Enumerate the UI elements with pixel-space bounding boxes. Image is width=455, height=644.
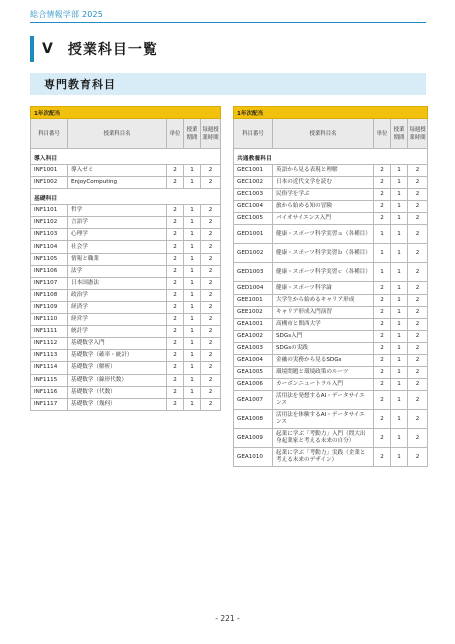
table-row [234, 189, 428, 201]
table-row [31, 350, 221, 362]
credits-cell: 2 [167, 301, 184, 313]
hours-cell: 2 [201, 253, 221, 265]
chapter-title: 授業科目一覧 [67, 42, 158, 58]
credits-cell: 2 [374, 448, 391, 467]
credits-cell: 2 [167, 205, 184, 217]
course-name: 英語から見る表現と理解 [273, 165, 374, 177]
credits-cell: 2 [374, 177, 391, 189]
hours-cell: 2 [408, 201, 428, 213]
table-row [234, 391, 428, 410]
table-row [234, 225, 428, 244]
course-name: 日本国憲法 [68, 277, 167, 289]
course-code: GEA1004 [234, 355, 273, 367]
table-row [31, 362, 221, 374]
table-row [31, 338, 221, 350]
hours-cell: 2 [201, 229, 221, 241]
term-cell: 1 [184, 338, 201, 350]
credits-cell: 2 [374, 367, 391, 379]
credits-cell: 1 [374, 263, 391, 282]
course-name: 基礎数学入門 [68, 338, 167, 350]
course-code: GED1004 [234, 282, 273, 294]
credits-cell: 2 [374, 342, 391, 354]
table-row [234, 318, 428, 330]
term-cell: 1 [184, 289, 201, 301]
hours-cell: 2 [201, 386, 221, 398]
course-name: 旅から始める知の冒険 [273, 201, 374, 213]
table-row [31, 177, 221, 189]
course-name: 起業に学ぶ「考動力」入門（問大出身起業家と考える未来の自分） [273, 429, 374, 448]
hours-cell: 2 [408, 213, 428, 225]
course-name: 起業に学ぶ「考動力」実践（企業と考える未来のデザイン） [273, 448, 374, 467]
year-row [31, 107, 221, 119]
course-name: キャリア形成入門演習 [273, 306, 374, 318]
table-row [234, 213, 428, 225]
table-row [234, 244, 428, 263]
credits-cell: 2 [374, 429, 391, 448]
section-heading [30, 73, 426, 95]
course-code: GEA1008 [234, 410, 273, 429]
table-row [31, 253, 221, 265]
column-header-code: 科目番号 [31, 119, 68, 149]
term-cell: 1 [391, 355, 408, 367]
course-name: EnjoyComputing [68, 177, 167, 189]
term-cell: 1 [391, 213, 408, 225]
column-header-term: 授業期間 [184, 119, 201, 149]
credits-cell: 2 [374, 318, 391, 330]
table-row [31, 289, 221, 301]
term-cell: 1 [184, 301, 201, 313]
course-code: GEC1002 [234, 177, 273, 189]
credits-cell: 2 [374, 355, 391, 367]
term-cell: 1 [184, 229, 201, 241]
table-row [31, 165, 221, 177]
credits-cell: 2 [374, 330, 391, 342]
course-name: 金融の実務から見るSDGs [273, 355, 374, 367]
course-name: 環境問題と環境政策のルーツ [273, 367, 374, 379]
category-title: 基礎科目 [31, 189, 221, 205]
term-cell: 1 [184, 350, 201, 362]
hours-cell: 2 [408, 410, 428, 429]
column-header-hours: 毎週授業時間 [201, 119, 221, 149]
hours-cell: 2 [201, 289, 221, 301]
term-cell: 1 [391, 244, 408, 263]
course-code: INF1109 [31, 301, 68, 313]
hours-cell: 2 [201, 265, 221, 277]
course-name: SDGsの実践 [273, 342, 374, 354]
hours-cell: 2 [201, 241, 221, 253]
hours-cell: 2 [408, 342, 428, 354]
hours-cell: 2 [201, 277, 221, 289]
course-code: GEE1001 [234, 294, 273, 306]
credits-cell: 2 [167, 374, 184, 386]
table-row [234, 367, 428, 379]
course-name: 法学 [68, 265, 167, 277]
hours-cell: 2 [201, 374, 221, 386]
course-name: 社会学 [68, 241, 167, 253]
term-cell: 1 [391, 177, 408, 189]
course-code: INF1110 [31, 314, 68, 326]
credits-cell: 2 [167, 314, 184, 326]
table-row [234, 330, 428, 342]
table-row [31, 374, 221, 386]
course-name: 高槻市と関西大学 [273, 318, 374, 330]
category-title: 導入科目 [31, 149, 221, 165]
course-code: GEA1003 [234, 342, 273, 354]
chapter-accent-bar [30, 36, 34, 62]
course-code: INF1114 [31, 362, 68, 374]
table-row [234, 201, 428, 213]
hours-cell: 2 [408, 294, 428, 306]
credits-cell: 2 [167, 229, 184, 241]
course-name: カーボンニュートラル入門 [273, 379, 374, 391]
term-cell: 1 [184, 362, 201, 374]
course-code: GEA1005 [234, 367, 273, 379]
course-code: INF1111 [31, 326, 68, 338]
year-row [234, 107, 428, 119]
hours-cell: 2 [201, 350, 221, 362]
column-header-term: 授業期間 [391, 119, 408, 149]
course-code: GEA1007 [234, 391, 273, 410]
course-code: GEA1006 [234, 379, 273, 391]
credits-cell: 2 [374, 391, 391, 410]
term-cell: 1 [391, 391, 408, 410]
credits-cell: 2 [374, 294, 391, 306]
hours-cell: 2 [408, 177, 428, 189]
credits-cell: 2 [167, 398, 184, 410]
course-name: 哲学 [68, 205, 167, 217]
course-code: GEA1009 [234, 429, 273, 448]
course-name: 健康・スポーツ科学実習ｃ（各種目） [273, 263, 374, 282]
year-label: 1年次配当 [31, 107, 221, 119]
course-code: INF1116 [31, 386, 68, 398]
course-code: INF1108 [31, 289, 68, 301]
table-row [234, 306, 428, 318]
credits-cell: 2 [167, 386, 184, 398]
course-name: 基礎数学（確率・統計） [68, 350, 167, 362]
table-row [31, 217, 221, 229]
credits-cell: 2 [167, 241, 184, 253]
credits-cell: 2 [374, 379, 391, 391]
table-row [234, 355, 428, 367]
course-name: 大学生から始めるキャリア形成 [273, 294, 374, 306]
table-row [31, 326, 221, 338]
term-cell: 1 [184, 217, 201, 229]
credits-cell: 2 [374, 189, 391, 201]
course-code: GEA1010 [234, 448, 273, 467]
course-code: GED1003 [234, 263, 273, 282]
hours-cell: 2 [408, 244, 428, 263]
credits-cell: 2 [167, 289, 184, 301]
course-table-right [233, 106, 428, 467]
category-row [31, 189, 221, 205]
credits-cell: 2 [374, 282, 391, 294]
category-row [234, 149, 428, 165]
term-cell: 1 [391, 342, 408, 354]
course-code: GEC1003 [234, 189, 273, 201]
hours-cell: 2 [408, 225, 428, 244]
course-code: INF1107 [31, 277, 68, 289]
term-cell: 1 [391, 379, 408, 391]
course-code: GED1001 [234, 225, 273, 244]
course-code: INF1103 [31, 229, 68, 241]
table-row [31, 277, 221, 289]
column-header-row [31, 119, 221, 149]
table-row [234, 342, 428, 354]
course-name: 経営学 [68, 314, 167, 326]
credits-cell: 2 [167, 277, 184, 289]
term-cell: 1 [184, 265, 201, 277]
course-name: 健康・スポーツ科学実習ａ（各種目） [273, 225, 374, 244]
course-name: 基礎数学（代数） [68, 386, 167, 398]
table-row [31, 265, 221, 277]
course-code: INF1113 [31, 350, 68, 362]
course-code: GED1002 [234, 244, 273, 263]
term-cell: 1 [391, 189, 408, 201]
credits-cell: 2 [374, 306, 391, 318]
course-name: 導入ゼミ [68, 165, 167, 177]
column-header-credits: 単位 [167, 119, 184, 149]
term-cell: 1 [391, 201, 408, 213]
table-row [31, 229, 221, 241]
page-number: - 221 - [215, 614, 240, 623]
table-row [234, 448, 428, 467]
course-code: INF1105 [31, 253, 68, 265]
course-name: バイオサイエンス入門 [273, 213, 374, 225]
term-cell: 1 [391, 330, 408, 342]
course-name: 日本の近代文学を読む [273, 177, 374, 189]
term-cell: 1 [391, 367, 408, 379]
credits-cell: 2 [374, 410, 391, 429]
hours-cell: 2 [201, 326, 221, 338]
category-title: 共通教養科目 [234, 149, 428, 165]
table-row [31, 205, 221, 217]
credits-cell: 1 [374, 244, 391, 263]
section-title: 専門教育科目 [44, 78, 116, 91]
credits-cell: 2 [167, 253, 184, 265]
hours-cell: 2 [201, 205, 221, 217]
course-name: SDGs入門 [273, 330, 374, 342]
credits-cell: 2 [167, 338, 184, 350]
table-row [234, 165, 428, 177]
course-code: INF1104 [31, 241, 68, 253]
credits-cell: 2 [167, 350, 184, 362]
course-code: GEC1005 [234, 213, 273, 225]
course-code: GEA1001 [234, 318, 273, 330]
hours-cell: 2 [408, 448, 428, 467]
course-code: INF1001 [31, 165, 68, 177]
course-code: GEC1001 [234, 165, 273, 177]
table-row [31, 241, 221, 253]
table-row [31, 301, 221, 313]
credits-cell: 2 [167, 362, 184, 374]
hours-cell: 2 [408, 367, 428, 379]
credits-cell: 2 [167, 217, 184, 229]
course-name: 基礎数学（幾何） [68, 398, 167, 410]
term-cell: 1 [184, 374, 201, 386]
course-name: 健康・スポーツ科学実習ｂ（各種目） [273, 244, 374, 263]
hours-cell: 2 [201, 165, 221, 177]
column-header-credits: 単位 [374, 119, 391, 149]
course-code: GEE1002 [234, 306, 273, 318]
course-name: 基礎数学（解析） [68, 362, 167, 374]
course-code: INF1112 [31, 338, 68, 350]
course-name: 統計学 [68, 326, 167, 338]
term-cell: 1 [184, 205, 201, 217]
term-cell: 1 [184, 241, 201, 253]
table-row [234, 379, 428, 391]
hours-cell: 2 [408, 306, 428, 318]
hours-cell: 2 [201, 301, 221, 313]
term-cell: 1 [184, 386, 201, 398]
term-cell: 1 [391, 263, 408, 282]
term-cell: 1 [391, 429, 408, 448]
chapter-number: Ⅴ [42, 41, 54, 57]
table-row [234, 263, 428, 282]
course-code: INF1115 [31, 374, 68, 386]
hours-cell: 2 [408, 379, 428, 391]
course-code: INF1102 [31, 217, 68, 229]
hours-cell: 2 [408, 330, 428, 342]
term-cell: 1 [391, 294, 408, 306]
term-cell: 1 [184, 177, 201, 189]
term-cell: 1 [184, 314, 201, 326]
hours-cell: 2 [408, 165, 428, 177]
hours-cell: 2 [201, 217, 221, 229]
course-code: INF1106 [31, 265, 68, 277]
hours-cell: 2 [408, 355, 428, 367]
column-header-hours: 毎週授業時間 [408, 119, 428, 149]
course-code: GEA1002 [234, 330, 273, 342]
course-name: 経済学 [68, 301, 167, 313]
chapter-heading [30, 36, 158, 62]
credits-cell: 1 [374, 225, 391, 244]
hours-cell: 2 [408, 282, 428, 294]
credits-cell: 2 [374, 213, 391, 225]
credits-cell: 2 [374, 165, 391, 177]
term-cell: 1 [391, 225, 408, 244]
term-cell: 1 [391, 318, 408, 330]
table-row [234, 282, 428, 294]
hours-cell: 2 [408, 189, 428, 201]
course-code: INF1117 [31, 398, 68, 410]
credits-cell: 2 [374, 201, 391, 213]
course-name: 活用法を発想するAI・データサイエンス [273, 391, 374, 410]
course-code: INF1101 [31, 205, 68, 217]
column-header-row [234, 119, 428, 149]
hours-cell: 2 [408, 429, 428, 448]
table-row [31, 314, 221, 326]
term-cell: 1 [391, 282, 408, 294]
term-cell: 1 [184, 165, 201, 177]
term-cell: 1 [391, 410, 408, 429]
term-cell: 1 [391, 165, 408, 177]
course-name: 情報と職業 [68, 253, 167, 265]
course-name: 民俗学を学ぶ [273, 189, 374, 201]
credits-cell: 2 [167, 177, 184, 189]
credits-cell: 2 [167, 165, 184, 177]
course-code: INF1002 [31, 177, 68, 189]
hours-cell: 2 [201, 338, 221, 350]
course-name: 言語学 [68, 217, 167, 229]
table-row [234, 429, 428, 448]
term-cell: 1 [184, 277, 201, 289]
header-rule [30, 22, 426, 23]
hours-cell: 2 [408, 318, 428, 330]
course-table-left [30, 106, 221, 411]
header-title: 総合情報学部 2025 [30, 10, 104, 19]
term-cell: 1 [184, 253, 201, 265]
table-row [31, 386, 221, 398]
category-row [31, 149, 221, 165]
term-cell: 1 [184, 398, 201, 410]
hours-cell: 2 [408, 263, 428, 282]
column-header-name: 授業科目名 [68, 119, 167, 149]
credits-cell: 2 [167, 265, 184, 277]
term-cell: 1 [184, 326, 201, 338]
course-code: GEC1004 [234, 201, 273, 213]
course-name: 政治学 [68, 289, 167, 301]
credits-cell: 2 [167, 326, 184, 338]
hours-cell: 2 [201, 314, 221, 326]
term-cell: 1 [391, 306, 408, 318]
course-name: 心理学 [68, 229, 167, 241]
term-cell: 1 [391, 448, 408, 467]
table-row [31, 398, 221, 410]
course-name: 活用法を体験するAI・データサイエンス [273, 410, 374, 429]
column-header-name: 授業科目名 [273, 119, 374, 149]
year-label: 1年次配当 [234, 107, 428, 119]
column-header-code: 科目番号 [234, 119, 273, 149]
hours-cell: 2 [201, 362, 221, 374]
course-name: 基礎数学（線形代数） [68, 374, 167, 386]
table-row [234, 410, 428, 429]
course-name: 健康・スポーツ科学論 [273, 282, 374, 294]
hours-cell: 2 [201, 177, 221, 189]
table-row [234, 294, 428, 306]
hours-cell: 2 [201, 398, 221, 410]
table-row [234, 177, 428, 189]
hours-cell: 2 [408, 391, 428, 410]
